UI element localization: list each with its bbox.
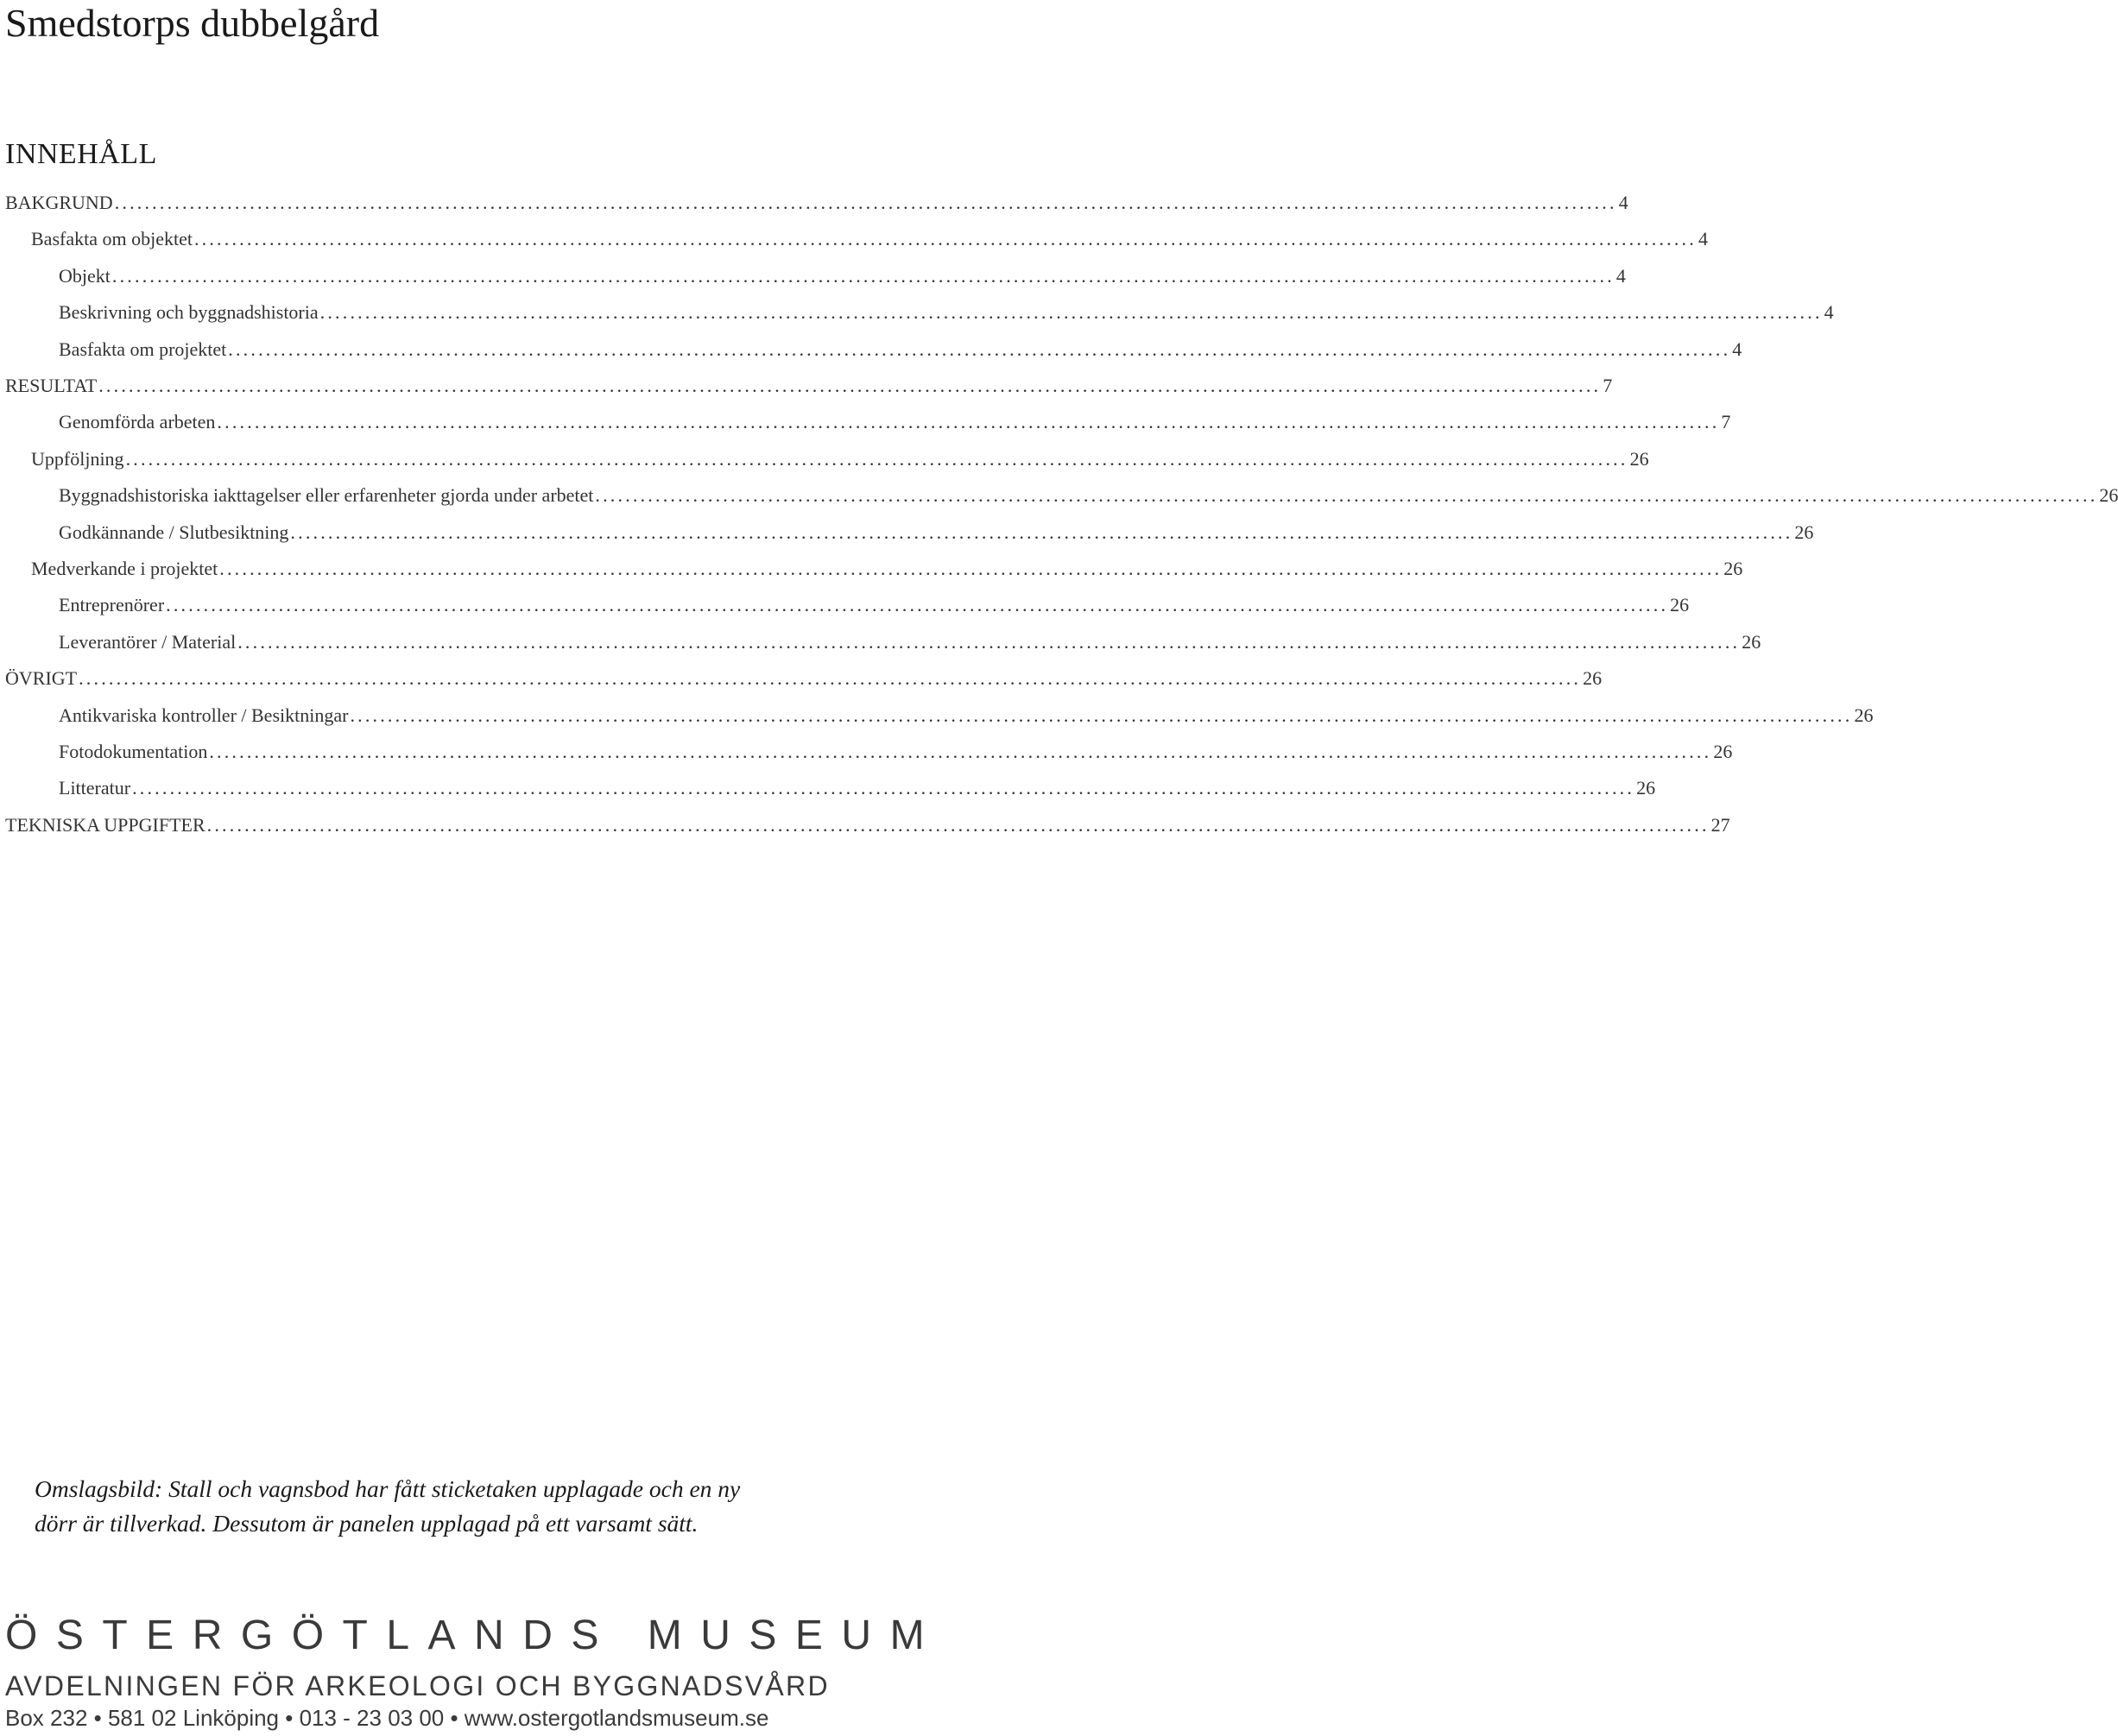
toc-entry-page: 4	[1698, 228, 1708, 250]
toc-entry[interactable]	[5, 812, 1730, 838]
toc-entry-label: Beskrivning och byggnadshistoria	[59, 301, 319, 324]
toc-entry-label: Medverkande i projektet	[31, 558, 218, 579]
toc-entry-page: 4	[1732, 338, 1742, 360]
toc-leader-dots: ........................................................................................................................................................................................................	[98, 375, 1602, 396]
toc-entry-page: 7	[1721, 411, 1731, 433]
caption-line: dörr är tillverkad. Dessutom är panelen upplagad på ett varsamt sätt.	[35, 1510, 699, 1537]
toc-leader-dots: ........................................................................................................................................................................................................	[319, 301, 1823, 324]
toc-entry[interactable]	[59, 703, 1874, 729]
toc-entry-page: 26	[1583, 667, 1603, 690]
toc-leader-dots: ........................................................................................................................................................................................................	[237, 630, 1741, 653]
toc-entry[interactable]	[31, 556, 1743, 582]
toc-entry-label: Genomförda arbeten	[59, 411, 216, 433]
cover-caption	[35, 1472, 812, 1541]
museum-department: AVDELNINGEN FÖR ARKEOLOGI OCH BYGGNADSVÅRD	[5, 1670, 830, 1701]
toc-entry-label: TEKNISKA UPPGIFTER	[5, 813, 205, 836]
toc-entry-page: 26	[1713, 741, 1733, 762]
toc-entry-page: 26	[1629, 447, 1649, 470]
toc-entry-label: Entreprenörer	[59, 594, 165, 616]
toc-entry-label: Antikvariska kontroller / Besiktningar	[59, 704, 349, 726]
toc-entry-label: Fotodokumentation	[59, 741, 208, 762]
toc-entry[interactable]	[31, 226, 1708, 252]
toc-leader-dots: ........................................................................................................................................................................................................	[209, 741, 1712, 762]
toc-entry-label: Godkännande / Slutbesiktning	[59, 521, 289, 543]
document-title: Smedstorps dubbelgård	[5, 1, 380, 45]
toc-entry[interactable]	[59, 337, 1742, 363]
toc-entry-page: 4	[1824, 301, 1834, 324]
toc-entry-label: RESULTAT	[5, 375, 98, 396]
toc-entry[interactable]	[59, 263, 1626, 289]
toc-entry[interactable]	[59, 629, 1761, 655]
toc-entry[interactable]	[59, 592, 1690, 618]
caption-line: Omslagsbild: Stall och vagnsbod har fått sticketaken upplagade och en ny	[35, 1475, 741, 1502]
toc-entry-page: 7	[1603, 375, 1613, 396]
toc-entry-page: 27	[1710, 813, 1730, 836]
toc-leader-dots: ........................................................................................................................................................................................................	[350, 704, 1853, 726]
toc-leader-dots: ........................................................................................................................................................................................................	[290, 521, 1793, 543]
toc-entry[interactable]	[59, 739, 1733, 765]
toc-entry-page: 4	[1618, 192, 1628, 213]
toc-leader-dots: ........................................................................................................................................................................................................	[166, 594, 1669, 616]
toc-entry-label: Uppföljning	[31, 447, 124, 470]
toc-entry[interactable]	[59, 483, 2118, 508]
museum-address: Box 232 • 581 02 Linköping • 013 - 23 03 00 • www.ostergotlandsmuseum.se	[5, 1705, 769, 1731]
toc-entry-label: ÖVRIGT	[5, 667, 78, 690]
toc-leader-dots: ........................................................................................................................................................................................................	[125, 447, 1628, 470]
toc-entry-label: Basfakta om projektet	[59, 338, 227, 360]
toc-entry-page: 26	[1636, 777, 1656, 799]
toc-entry-label: Leverantörer / Material	[59, 630, 237, 653]
toc-entry[interactable]	[59, 775, 1656, 801]
toc-leader-dots: ........................................................................................................................................................................................................	[132, 777, 1635, 799]
museum-name: ÖSTERGÖTLANDS MUSEUM	[5, 1613, 944, 1658]
toc-entry-page: 26	[1723, 558, 1743, 579]
toc-leader-dots: ........................................................................................................................................................................................................	[217, 411, 1720, 433]
toc-entry[interactable]	[59, 409, 1731, 435]
toc-entry[interactable]	[31, 446, 1649, 472]
toc-leader-dots: ........................................................................................................................................................................................................	[193, 228, 1697, 250]
toc-leader-dots: ........................................................................................................................................................................................................	[114, 192, 1617, 213]
toc-entry-page: 26	[1794, 521, 1814, 543]
toc-entry[interactable]	[5, 373, 1613, 399]
toc-leader-dots: ........................................................................................................................................................................................................	[228, 338, 1731, 360]
toc-entry-page: 26	[2099, 484, 2118, 507]
toc-entry[interactable]	[59, 300, 1834, 325]
toc-leader-dots: ........................................................................................................................................................................................................	[219, 558, 1723, 579]
toc-entry-label: Byggnadshistoriska iakttagelser eller erfarenheter gjorda under arbetet	[59, 484, 594, 507]
toc-entry-label: Objekt	[59, 264, 111, 287]
toc-entry-label: Litteratur	[59, 777, 131, 799]
toc-entry-page: 26	[1854, 704, 1874, 726]
toc-heading: INNEHÅLL	[5, 138, 157, 170]
toc-entry-page: 4	[1615, 264, 1626, 287]
toc-leader-dots: ........................................................................................................................................................................................................	[111, 264, 1615, 287]
toc-entry[interactable]	[5, 190, 1628, 216]
toc-entry-label: Basfakta om objektet	[31, 228, 193, 250]
toc-entry[interactable]	[59, 520, 1814, 546]
toc-entry-label: BAKGRUND	[5, 192, 113, 213]
toc-leader-dots: ........................................................................................................................................................................................................	[595, 484, 2098, 507]
toc-entry-page: 26	[1742, 630, 1761, 653]
toc-entry[interactable]	[5, 666, 1603, 691]
toc-entry-page: 26	[1670, 594, 1690, 616]
toc-leader-dots: ........................................................................................................................................................................................................	[79, 667, 1582, 690]
toc-leader-dots: ........................................................................................................................................................................................................	[206, 813, 1710, 836]
